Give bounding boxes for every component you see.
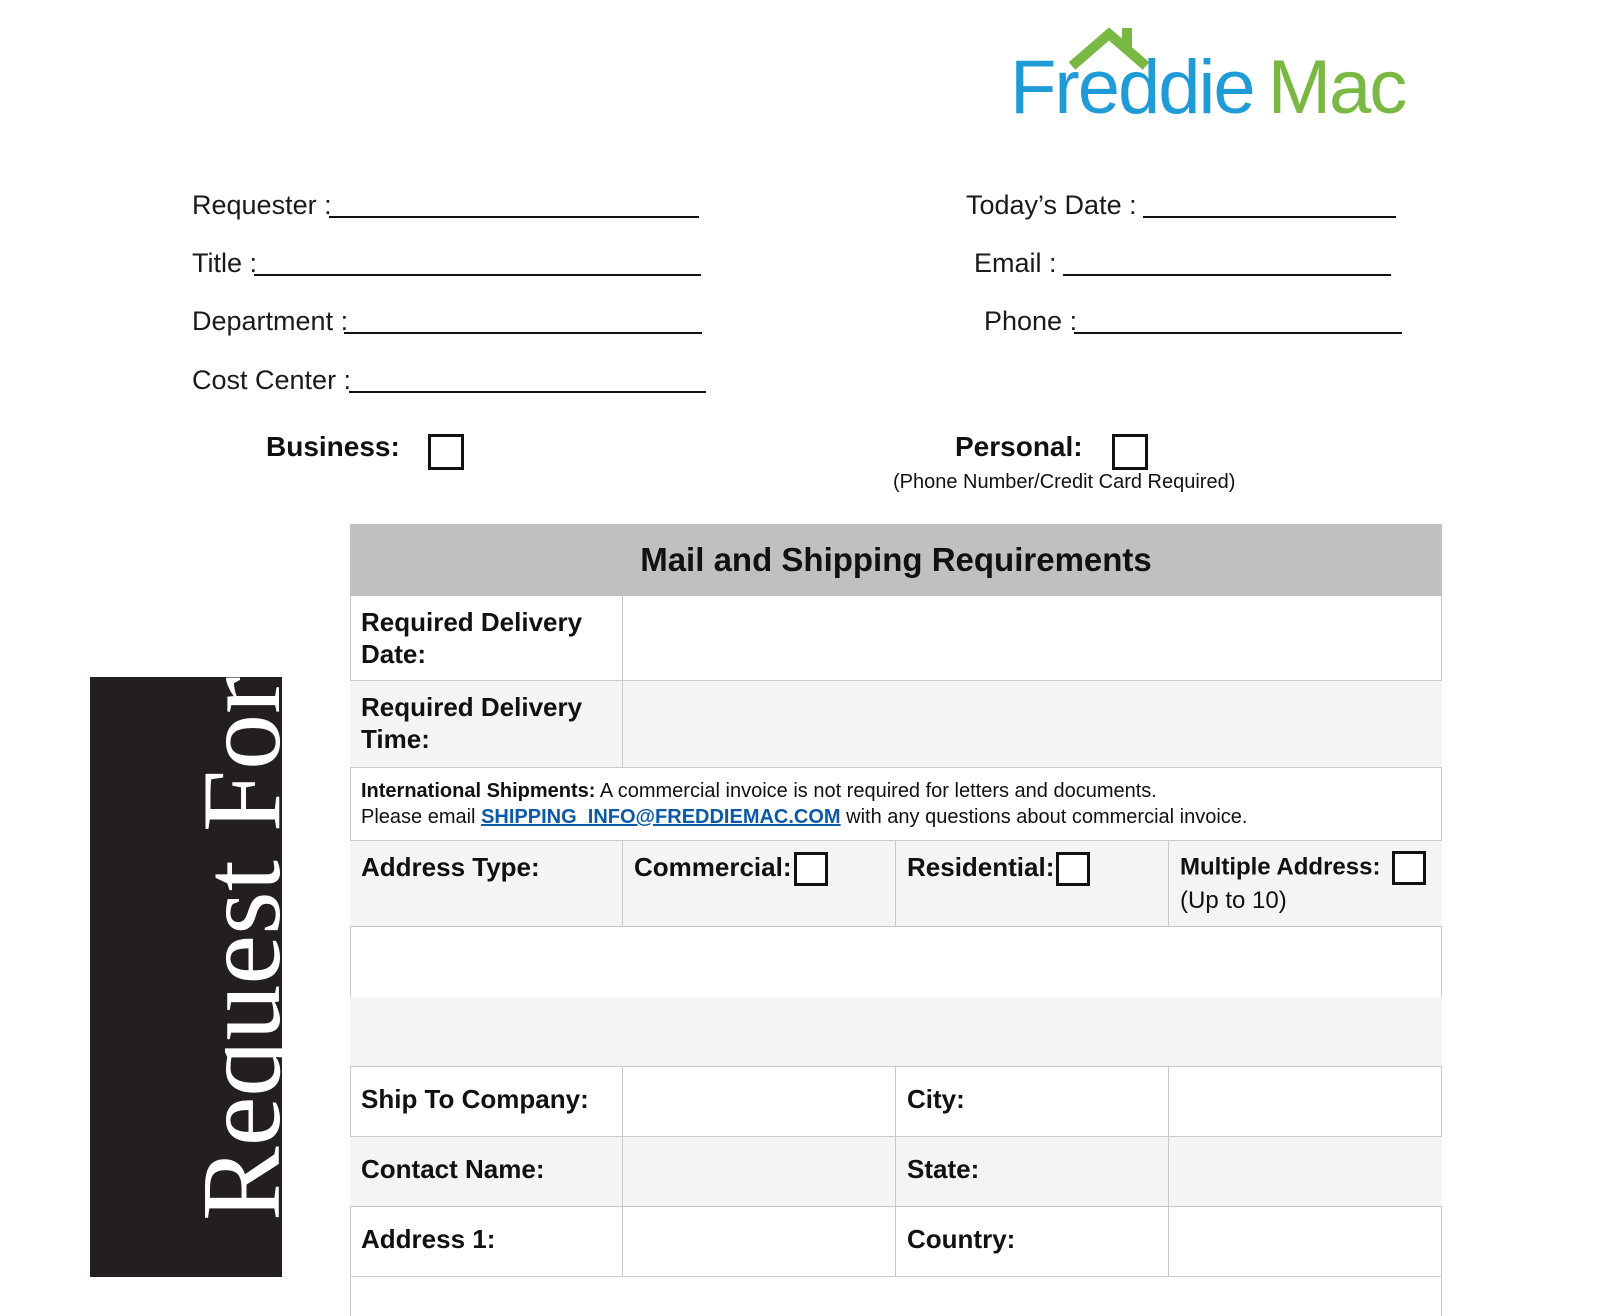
logo-part-freddie: Freddie bbox=[1010, 45, 1254, 130]
intl-text: A commercial invoice is not required for letters and documents. bbox=[595, 780, 1157, 802]
commercial-checkbox[interactable] bbox=[794, 852, 828, 886]
multiple-note: (Up to 10) bbox=[1180, 887, 1287, 914]
delivery-time-input[interactable] bbox=[623, 681, 1442, 767]
multiple-address-checkbox[interactable] bbox=[1392, 851, 1426, 885]
requester-label: Requester : bbox=[192, 190, 332, 220]
table-row-delivery-time bbox=[350, 681, 1442, 768]
request-form-banner bbox=[90, 589, 304, 1277]
business-checkbox[interactable] bbox=[428, 434, 464, 470]
cost-center-label: Cost Center : bbox=[192, 365, 352, 395]
title-field[interactable] bbox=[254, 274, 701, 276]
intl-bold-label: International Shipments: bbox=[361, 780, 596, 802]
todays-date-field[interactable] bbox=[1143, 216, 1396, 218]
requester-field[interactable] bbox=[329, 216, 699, 218]
country-label: Country: bbox=[896, 1207, 1169, 1276]
country-input[interactable] bbox=[1169, 1207, 1442, 1276]
business-label: Business: bbox=[266, 431, 400, 462]
table-heading: Mail and Shipping Requirements bbox=[350, 524, 1442, 596]
delivery-date-label: Required Delivery Date: bbox=[350, 596, 623, 680]
contact-name-label: Contact Name: bbox=[350, 1137, 623, 1206]
banner-title: Request Form bbox=[180, 589, 304, 1221]
todays-date-label: Today’s Date : bbox=[966, 190, 1137, 220]
address1-input[interactable] bbox=[623, 1207, 896, 1276]
state-input[interactable] bbox=[1169, 1137, 1442, 1206]
title-label: Title : bbox=[192, 248, 258, 278]
commercial-label: Commercial: bbox=[634, 852, 792, 882]
commercial-cell bbox=[623, 841, 896, 926]
multiple-cell bbox=[1169, 841, 1442, 926]
freddie-mac-logo bbox=[1010, 28, 1450, 138]
personal-note: (Phone Number/Credit Card Required) bbox=[893, 471, 1236, 493]
personal-checkbox[interactable] bbox=[1112, 434, 1148, 470]
intl-line2-post: with any questions about commercial invoice. bbox=[840, 806, 1248, 828]
intl-line2-pre: Please email bbox=[361, 806, 482, 828]
table-row-international bbox=[350, 768, 1442, 841]
shipping-email-link[interactable]: SHIPPING_INFO@FREDDIEMAC.COM bbox=[481, 806, 841, 828]
ship-to-company-input[interactable] bbox=[623, 1067, 896, 1136]
table-row-delivery-date bbox=[350, 596, 1442, 681]
email-field[interactable] bbox=[1063, 274, 1391, 276]
table-row-address-country bbox=[350, 1207, 1442, 1277]
residential-cell bbox=[896, 841, 1169, 926]
city-label: City: bbox=[896, 1067, 1169, 1136]
delivery-date-input[interactable] bbox=[623, 596, 1442, 680]
department-label: Department : bbox=[192, 306, 349, 336]
table-row-contact-state bbox=[350, 1137, 1442, 1207]
multiple-label: Multiple Address: bbox=[1180, 853, 1381, 881]
residential-label: Residential: bbox=[907, 852, 1055, 882]
department-field[interactable] bbox=[344, 332, 702, 334]
city-input[interactable] bbox=[1169, 1067, 1442, 1136]
table-row-address-type bbox=[350, 841, 1442, 927]
delivery-time-label: Required Delivery Time: bbox=[350, 681, 623, 767]
table-row-company-city bbox=[350, 1067, 1442, 1137]
phone-field[interactable] bbox=[1074, 332, 1402, 334]
cost-center-field[interactable] bbox=[349, 391, 706, 393]
phone-label: Phone : bbox=[984, 306, 1078, 336]
contact-name-input[interactable] bbox=[623, 1137, 896, 1206]
ship-to-company-label: Ship To Company: bbox=[350, 1067, 623, 1136]
state-label: State: bbox=[896, 1137, 1169, 1206]
address-type-label: Address Type: bbox=[350, 841, 623, 926]
address1-label: Address 1: bbox=[350, 1207, 623, 1276]
table-row-blank-1[interactable] bbox=[350, 927, 1442, 997]
residential-checkbox[interactable] bbox=[1056, 852, 1090, 886]
table-row-blank-2[interactable] bbox=[350, 997, 1442, 1067]
logo-part-mac: Mac bbox=[1267, 45, 1406, 130]
logo-wordmark bbox=[1010, 45, 1406, 130]
personal-label: Personal: bbox=[955, 431, 1083, 462]
international-note bbox=[361, 778, 1247, 830]
email-label: Email : bbox=[974, 248, 1057, 278]
